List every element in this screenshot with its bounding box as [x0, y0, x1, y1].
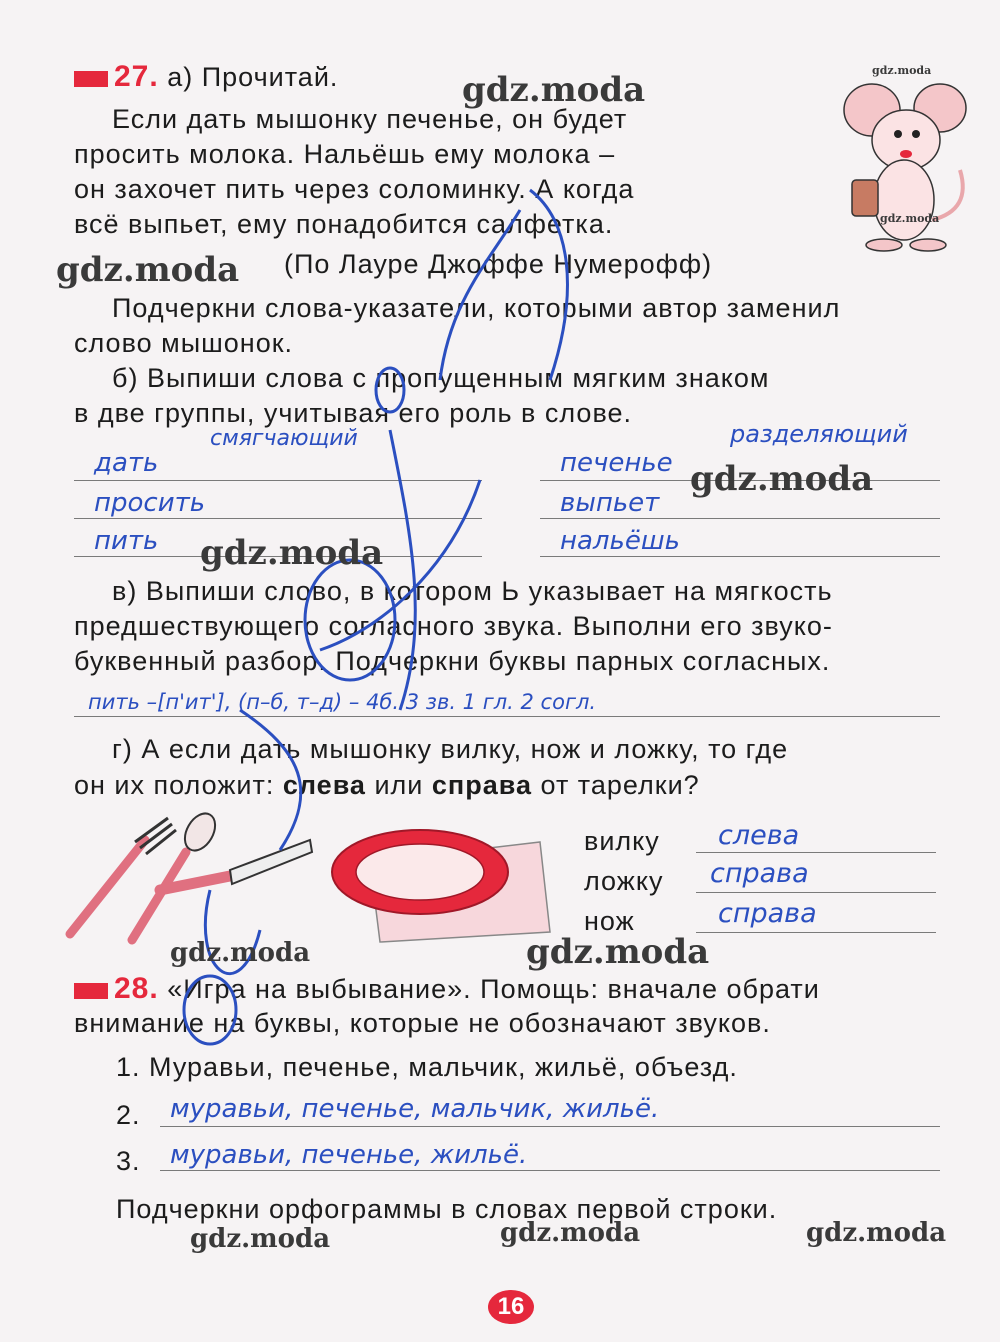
cutlery-label: ложку [584, 866, 664, 896]
footer-instruction: Подчеркни орфограммы в словах первой строки. [116, 1194, 778, 1224]
watermark: gdz.moda [200, 533, 384, 573]
mouse-illustration [832, 70, 972, 260]
part-b-line-2: в две группы, учитывая его роль в слове. [74, 398, 632, 428]
answer-line [160, 1126, 940, 1127]
answer-line [74, 518, 482, 519]
group-right-word: печенье [560, 448, 673, 478]
watermark: gdz.moda [170, 938, 311, 968]
group-left-word: пить [94, 526, 159, 556]
part-v-line-1: в) Выпиши слово, в котором Ь указывает на мягкость [112, 576, 833, 606]
part-g-right: справа [431, 770, 532, 800]
watermark: gdz.moda [462, 70, 646, 110]
part-v-line-2: предшествующего согласного звука. Выполни его звуко- [74, 611, 833, 641]
watermark: gdz.moda [190, 1224, 331, 1254]
watermark: gdz.moda [806, 1218, 947, 1248]
cutlery-answer: слева [718, 820, 800, 851]
reading-line-4: всё выпьет, ему понадобится салфетка. [74, 209, 614, 239]
answer-line [696, 892, 936, 893]
row-3-answer: муравьи, печенье, жильё. [170, 1140, 528, 1170]
group-left-word: дать [94, 448, 159, 478]
task-28-title-2: внимание на буквы, которые не обозначают звуков. [74, 1008, 771, 1038]
reading-line-3: он захочет пить через соломинку. А когда [74, 174, 635, 204]
task-27-heading [74, 60, 338, 94]
row-1-text: Муравьи, печенье, мальчик, жильё, объезд. [149, 1052, 738, 1082]
answer-line [696, 852, 936, 853]
task-number: 28. [114, 972, 159, 1005]
page-number: 16 [488, 1290, 534, 1324]
instruction-line-2: слово мышонок. [74, 328, 294, 358]
row-2-answer: муравьи, печенье, мальчик, жильё. [170, 1094, 660, 1124]
author-credit: (По Лауре Джоффе Нумерофф) [284, 249, 713, 279]
row-number: 1. [116, 1052, 141, 1082]
reading-line-1: Если дать мышонку печенье, он будет [112, 104, 628, 134]
analysis-answer: пить –[п'ит'], (п–б, т–д) – 4б. 3 зв. 1 гл. 2 согл. [88, 690, 597, 714]
answer-line [696, 932, 936, 933]
cutlery-label: вилку [584, 826, 660, 856]
row-number: 2. [116, 1100, 141, 1130]
part-b-line-1: б) Выпиши слова с пропущенным мягким знаком [112, 363, 770, 393]
part-a-label: а) Прочитай. [167, 62, 339, 92]
task-28-title-1: «Игра на выбывание». Помощь: вначале обрати [167, 974, 820, 1004]
cutlery-label: нож [584, 906, 635, 936]
group-right-header: разделяющий [730, 420, 908, 448]
part-v-line-3: буквенный разбор. Подчеркни буквы парных согласных. [74, 646, 831, 676]
cutlery-answer: справа [710, 858, 809, 889]
answer-line [74, 716, 940, 717]
task-number: 27. [114, 60, 159, 93]
task-marker [74, 983, 108, 999]
instruction-line-1: Подчеркни слова-указатели, которыми автор заменил [112, 293, 841, 323]
watermark: gdz.moda [56, 250, 240, 290]
row-number: 3. [116, 1146, 141, 1176]
part-g-line-2 [74, 770, 700, 801]
plate-icon [332, 830, 550, 942]
group-right-word: нальёшь [560, 526, 680, 556]
answer-line [540, 518, 940, 519]
watermark: gdz.moda [872, 64, 932, 77]
cutlery-illustration [40, 812, 560, 952]
group-right-word: выпьет [560, 488, 660, 518]
part-g-suffix: от тарелки? [540, 770, 700, 800]
row-1 [116, 1052, 738, 1083]
watermark: gdz.moda [690, 459, 874, 499]
group-left-header: смягчающий [210, 426, 358, 451]
task-28-heading [74, 972, 820, 1006]
watermark: gdz.moda [880, 212, 940, 225]
answer-line [160, 1170, 940, 1171]
task-marker [74, 71, 108, 87]
watermark: gdz.moda [526, 932, 710, 972]
fork-icon [70, 818, 176, 934]
answer-line [540, 556, 940, 557]
reading-line-2: просить молока. Нальёшь ему молока – [74, 139, 616, 169]
answer-line [74, 480, 482, 481]
part-g-line-1: г) А если дать мышонку вилку, нож и ложку, то где [112, 734, 789, 764]
part-g-prefix: он их положит: [74, 770, 275, 800]
group-left-word: просить [94, 488, 206, 518]
part-g-or: или [374, 770, 424, 800]
watermark: gdz.moda [500, 1218, 641, 1248]
cutlery-answer: справа [718, 898, 817, 929]
part-g-left: слева [282, 770, 366, 800]
